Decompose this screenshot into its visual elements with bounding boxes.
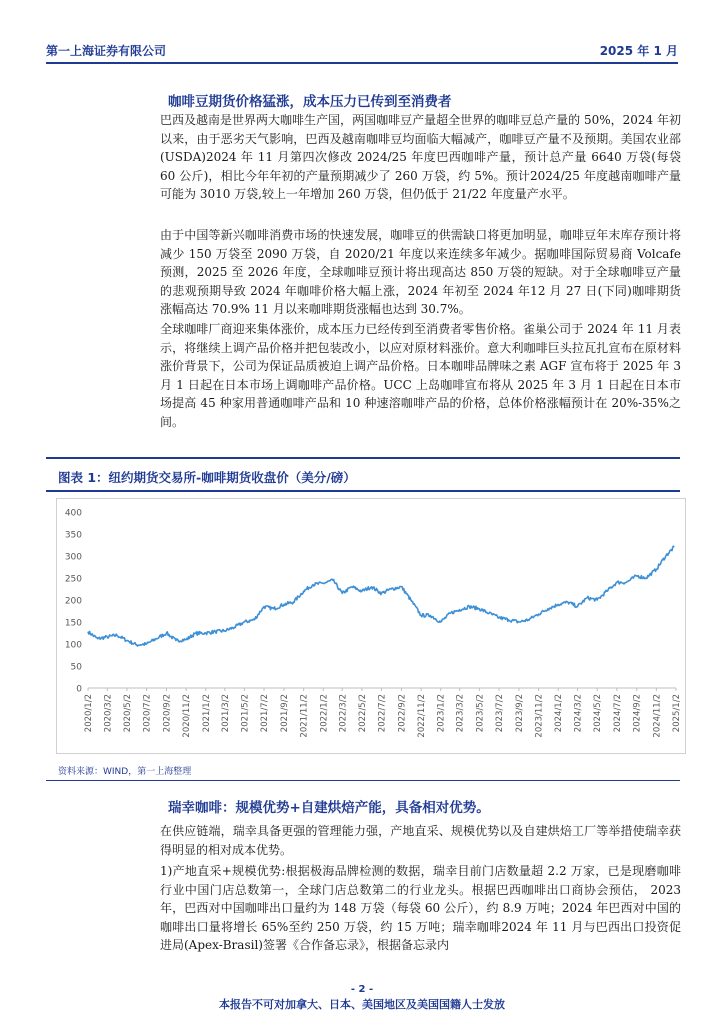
x-tick-label: 2024/1/2 [554,694,565,733]
x-tick-label: 2021/11/2 [299,694,310,738]
header-divider [46,62,678,64]
x-tick-label: 2025/1/2 [672,694,682,733]
x-tick-label: 2022/7/2 [377,694,388,733]
figure-bottom-rule [46,780,680,781]
x-tick-label: 2023/7/2 [494,694,505,733]
x-tick-label: 2020/7/2 [142,694,153,733]
header-company: 第一上海证券有限公司 [46,44,167,58]
x-tick-label: 2024/3/2 [573,694,584,733]
y-tick-label: 100 [64,640,82,651]
section2-paragraph-1: 在供应链端，瑞幸具备更强的管理能力强，产地直采、规模优势以及自建烘焙工厂等举措使瑞幸获得明显的相对成本优势。 [160,824,681,857]
x-tick-label: 2024/5/2 [593,694,604,733]
x-tick-label: 2021/1/2 [201,694,212,733]
x-tick-label: 2022/9/2 [397,694,408,733]
section1-title: 咖啡豆期货价格猛涨，成本压力已传到至消费者 [168,94,452,110]
y-tick-label: 300 [64,552,82,563]
x-tick-label: 2020/3/2 [103,694,114,733]
x-tick-label: 2024/11/2 [652,694,663,738]
figure-title: 图表 1：纽约期货交易所-咖啡期货收盘价（美分/磅） [58,470,356,485]
section1-paragraph-1: 巴西及越南是世界两大咖啡生产国，两国咖啡豆产量超全世界的咖啡豆总产量的 50%，2024 年初以来，由于恶劣天气影响，巴西及越南咖啡豆均面临大幅减产，咖啡豆产量不及预期。美国农业部(USDA)2024 年 11 月第四次修改 2024/25 年度巴西咖啡产量，预计总产量 6640 万袋(每袋 60 公斤)，相比今年年初的产量预期减少了 260 万袋，约 5%。预计2024/25 年度越南咖啡产量可能为 3010 万袋,较上一年增加 260 万袋，但仍低于 21/22 年度量产水平。 [160,113,681,201]
y-tick-label: 350 [64,530,82,541]
y-tick-label: 50 [70,662,82,673]
figure-top-rule [46,457,680,459]
x-tick-label: 2022/5/2 [357,694,368,733]
section2-paragraph-2: 1)产地直采+规模优势:根据极海品牌检测的数据，瑞幸目前门店数量超 2.2 万家，已是现磨咖啡行业中国门店总数第一，全球门店总数第二的行业龙头。根据巴西咖啡出口商协会预估， 2023 年，巴西对中国咖啡出口量约为 148 万袋（每袋 60 公斤），约 8.9 万吨；2024 年巴西对中国的咖啡出口量将增长 65%至约 250 万袋，约 15 万吨；瑞幸咖啡2024 年 11 月与巴西出口投资促进局(Apex-Brasil)签署《合作备忘录》，根据备忘录内 [160,864,681,952]
x-tick-label: 2020/11/2 [182,694,193,738]
x-tick-label: 2023/9/2 [514,694,525,733]
figure-title-rule [46,490,680,492]
x-tick-label: 2020/1/2 [84,694,94,733]
x-tick-label: 2024/9/2 [632,694,643,733]
y-tick-label: 400 [64,508,82,519]
coffee-futures-chart [56,498,686,754]
x-tick-label: 2022/11/2 [417,694,428,738]
y-tick-label: 150 [64,618,82,629]
x-tick-label: 2023/3/2 [455,694,466,733]
x-tick-label: 2023/5/2 [475,694,486,733]
x-tick-label: 2020/5/2 [122,694,133,733]
page-number: - 2 - [350,984,374,995]
x-tick-label: 2021/5/2 [240,694,251,733]
x-tick-label: 2023/1/2 [436,694,447,733]
y-tick-label: 200 [64,596,82,607]
x-tick-label: 2024/7/2 [612,694,623,733]
y-tick-label: 250 [64,574,82,585]
x-tick-label: 2020/9/2 [162,694,173,733]
x-tick-label: 2021/9/2 [280,694,290,733]
x-tick-label: 2022/1/2 [319,694,330,733]
x-tick-label: 2022/3/2 [338,694,349,733]
footer-disclaimer: 本报告不可对加拿大、日本、美国地区及美国国籍人士发放 [219,998,505,1011]
section1-paragraph-3: 全球咖啡厂商迎来集体涨价，成本压力已经传到至消费者零售价格。雀巢公司于 2024 年 11 月表示，将继续上调产品价格并把包装改小，以应对原材料涨价。意大利咖啡巨头拉瓦扎宣布在原材料涨价背景下，公司为保证品质被迫上调产品价格。日本咖啡品牌味之素 AGF 宣布将于 2025 年 3 月 1 日起在日本市场上调咖啡产品价格。UCC 上岛咖啡宣布将从 2025 年 3 月 1 日起在日本市场提高 45 种家用普通咖啡产品和 10 种速溶咖啡产品的价格，总体价格涨幅预计在 20%-35%之间。 [160,322,681,429]
figure-source: 资料来源：WIND，第一上海整理 [58,767,192,777]
section2-title: 瑞幸咖啡：规模优势+自建烘焙产能，具备相对优势。 [168,800,490,816]
section1-paragraph-2: 由于中国等新兴咖啡消费市场的快速发展，咖啡豆的供需缺口将更加明显，咖啡豆年末库存预计将减少 150 万袋至 2090 万袋，自 2020/21 年度以来连续多年减少。据咖啡国际贸易商 Volcafe 预测，2025 至 2026 年度，全球咖啡豆预计将出现高达 850 万袋的短缺。对于全球咖啡豆产量的悲观预期导致 2024 年咖啡价格大幅上涨，2024 年初至 2024 年12 月 27 日(下同)咖啡期货涨幅高达 70.9% 11 月以来咖啡期货涨幅也达到 30.7%。 [160,228,681,316]
x-tick-label: 2021/3/2 [220,694,231,733]
y-tick-label: 0 [76,684,82,695]
header-date: 2025 年 1 月 [599,44,678,58]
x-tick-label: 2023/11/2 [534,694,545,738]
x-tick-label: 2021/7/2 [260,694,271,733]
